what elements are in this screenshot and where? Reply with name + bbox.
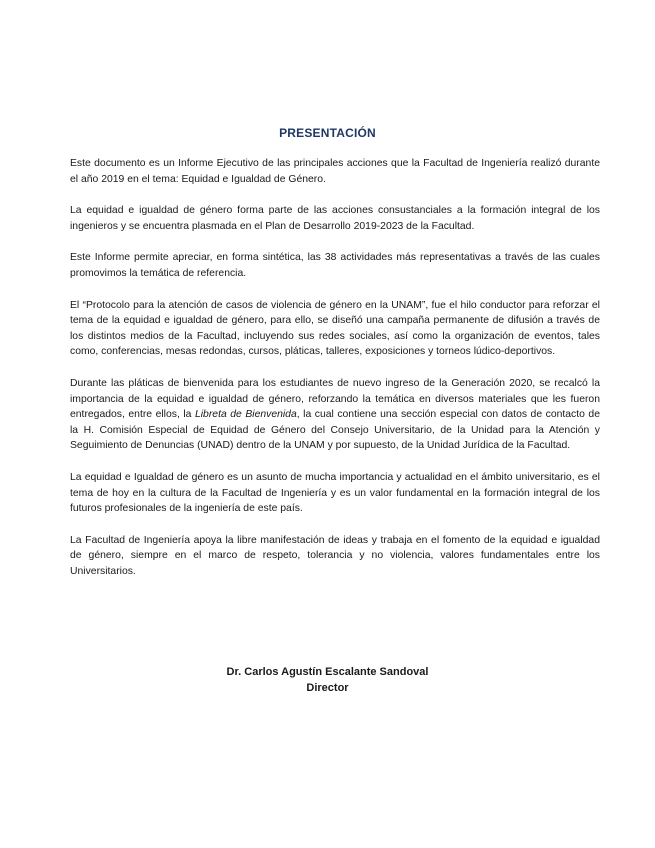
page-title: PRESENTACIÓN [279, 126, 376, 140]
document-body [70, 156, 600, 595]
paragraph-bienvenida [70, 376, 600, 454]
signature-role: Director [306, 682, 349, 694]
paragraph-bienvenida-text-end: , la cual contiene una sección especial con datos de contacto de la H. Comisión Especial de Equidad de Género del Consejo Universitario, de la Unidad para la Atención y Seguimiento de Denuncias (UNAD) dentro de la UNAM y por supuesto, de la Unidad Jurídica de la Facultad. [70, 409, 600, 452]
paragraph-importancia: La equidad e Igualdad de género es un asunto de mucha importancia y actualidad en el ámbito universitario, es el tema de hoy en la cultura de la Facultad de Ingeniería y es un valor fundamental en la formación integral de los futuros profesionales de la ingeniería de este país. [70, 471, 600, 515]
paragraph-intro: Este documento es un Informe Ejecutivo de las principales acciones que la Facultad de Ingeniería realizó durante el año 2019 en el tema: Equidad e Igualdad de Género. [70, 158, 600, 185]
paragraph-apoyo: La Facultad de Ingeniería apoya la libre manifestación de ideas y trabaja en el fomento de la equidad e igualdad de género, siempre en el marco de respeto, tolerancia y no violencia, valores fundamentales entre los Universitarios. [70, 534, 600, 577]
signature-name: Dr. Carlos Agustín Escalante Sandoval [226, 666, 429, 678]
paragraph-equidad: La equidad e igualdad de género forma parte de las acciones consustanciales a la formación integral de los ingenieros y se encuentra plasmada en el Plan de Desarrollo 2019-2023 de la Facultad. [70, 205, 600, 232]
libreta-de-bienvenida-italic: Libreta de Bienvenida [194, 409, 297, 421]
paragraph-bienvenida-text-start: Durante las pláticas de bienvenida para los estudiantes de nuevo ingreso de la Generación 2020, se recalcó la importancia de la equidad e igualdad de género, reforzando la temática en diversos materiales que les fueron entregados, entre ellos, la [70, 377, 600, 421]
paragraph-protocolo: El “Protocolo para la atención de casos de violencia de género en la UNAM”, fue el hilo conductor para reforzar el tema de la equidad e igualdad de género, para ello, se diseñó una campaña permanente de difusión a través de los distintos medios de la Facultad, incluyendo sus redes sociales, así como la organización de eventos, tales como, conferencias, mesas redondas, cursos, pláticas, talleres, exposiciones y torneos lúdico-deportivos. [70, 299, 600, 358]
paragraph-actividades: Este Informe permite apreciar, en forma sintética, las 38 actividades más representativas a través de las cuales promovimos la temática de referencia. [70, 252, 600, 279]
signature-block [0, 664, 655, 696]
